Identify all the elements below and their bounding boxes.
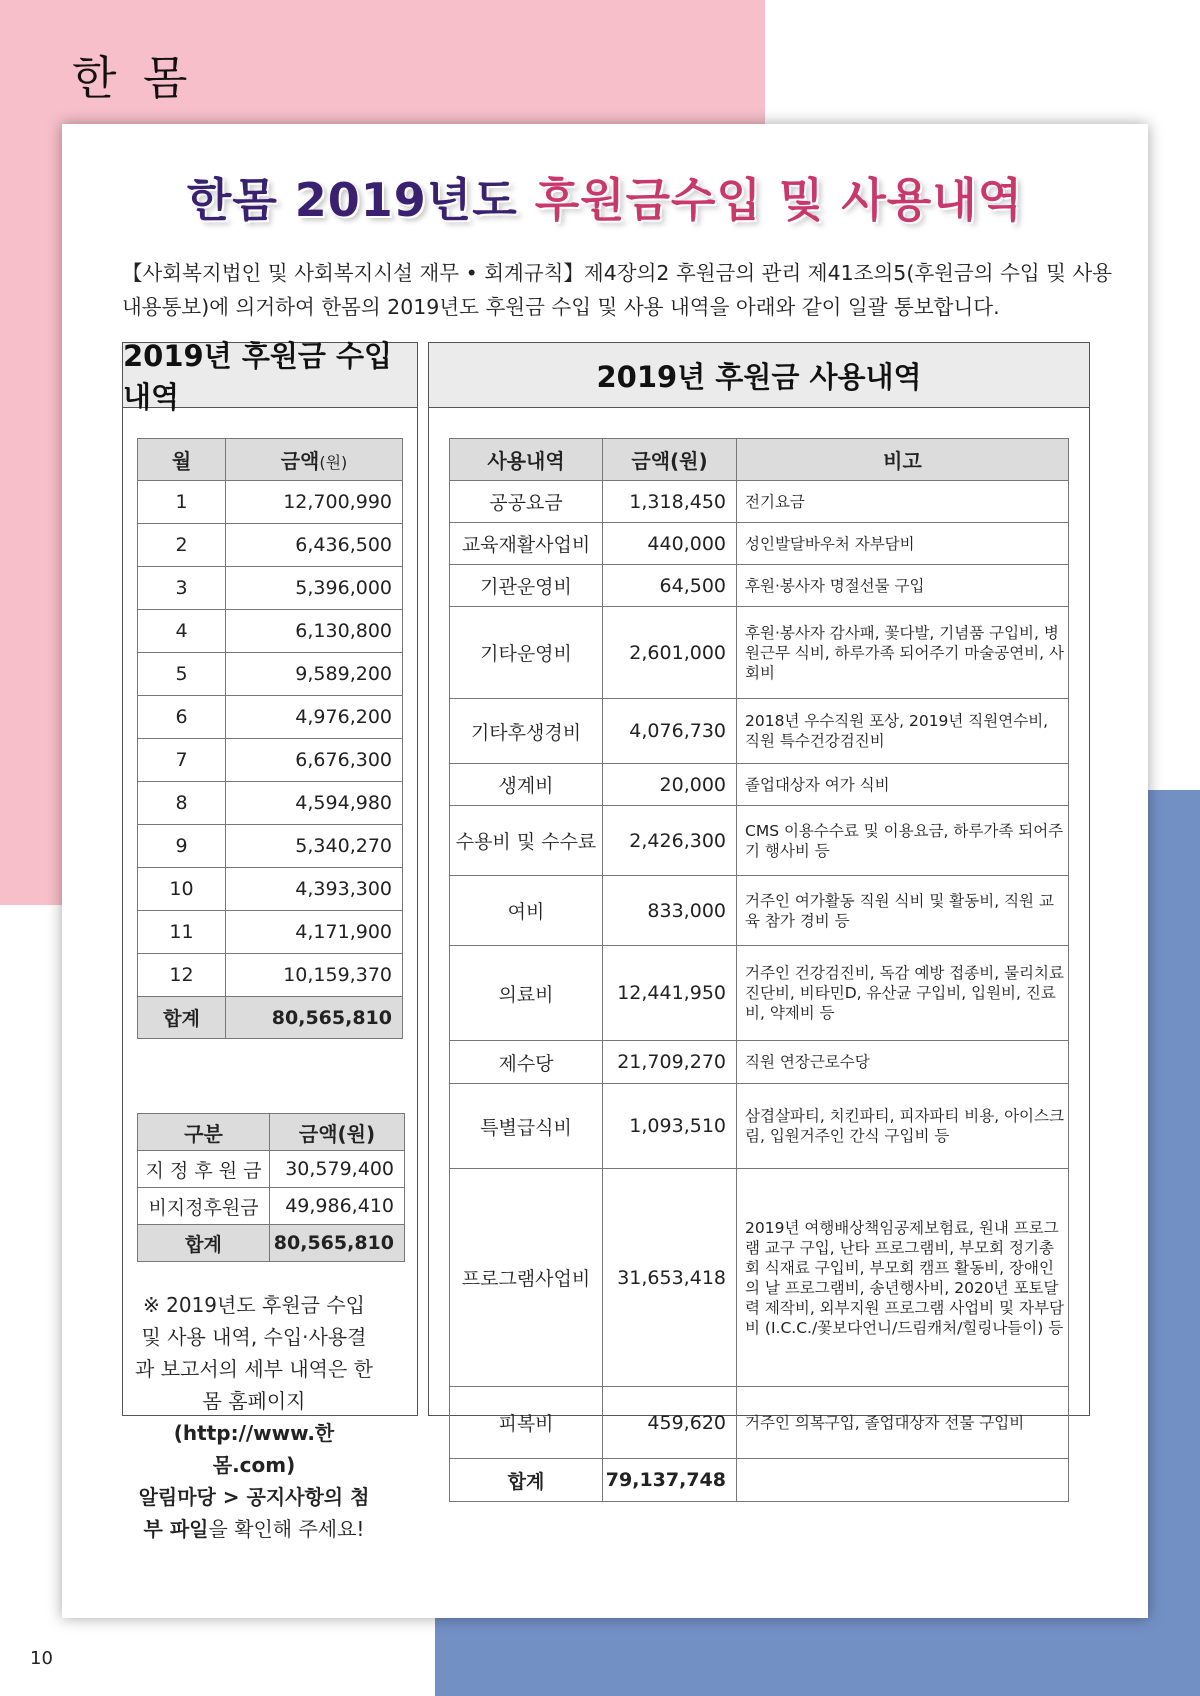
table-row — [450, 481, 1069, 523]
table-row — [138, 567, 403, 610]
usage-item: 기타후생경비 — [450, 699, 603, 764]
intro-text: 【사회복지법인 및 사회복지시설 재무 • 회계규칙】제4장의2 후원금의 관리 제41조의5(후원금의 수입 및 사용내용통보)에 의거하여 한몸의 2019년도 후원금 수입 및 사용 내역을 아래와 같이 일괄 통보합니다. — [122, 261, 1113, 319]
income-total: 80,565,810 — [226, 997, 403, 1039]
usage-amount: 2,601,000 — [603, 607, 737, 699]
income-month: 11 — [138, 911, 226, 954]
table-row — [138, 610, 403, 653]
income-month: 10 — [138, 868, 226, 911]
income-amount: 10,159,370 — [226, 954, 403, 997]
col-type: 구분 — [138, 1114, 270, 1151]
usage-note: 거주인 여가활동 직원 식비 및 활동비, 직원 교육 참가 경비 등 — [737, 876, 1069, 946]
usage-note: 삼겹살파티, 치킨파티, 피자파티 비용, 아이스크림, 입원거주인 간식 구입비 등 — [737, 1084, 1069, 1169]
income-amount: 4,171,900 — [226, 911, 403, 954]
usage-item: 생계비 — [450, 764, 603, 806]
col-amount-unit: (원) — [319, 453, 348, 472]
usage-heading: 2019년 후원금 사용내역 — [429, 343, 1089, 408]
usage-note: 후원·봉사자 감사패, 꽃다발, 기념품 구입비, 병원근무 식비, 하루가족 되어주기 마술공연비, 사회비 — [737, 607, 1069, 699]
table-row — [138, 954, 403, 997]
table-row — [138, 481, 403, 524]
content-card — [62, 124, 1148, 1618]
usage-item: 공공요금 — [450, 481, 603, 523]
usage-amount: 64,500 — [603, 565, 737, 607]
usage-item: 의료비 — [450, 946, 603, 1041]
usage-total-note — [737, 1459, 1069, 1502]
usage-amount: 440,000 — [603, 523, 737, 565]
category-amount: 49,986,410 — [270, 1188, 405, 1225]
usage-item: 피복비 — [450, 1387, 603, 1459]
income-month: 12 — [138, 954, 226, 997]
usage-table — [449, 438, 1069, 1502]
table-row — [450, 1169, 1069, 1387]
usage-amount: 1,318,450 — [603, 481, 737, 523]
usage-note: 거주인 의복구입, 졸업대상자 선물 구입비 — [737, 1387, 1069, 1459]
income-month: 3 — [138, 567, 226, 610]
income-amount: 6,676,300 — [226, 739, 403, 782]
income-month: 5 — [138, 653, 226, 696]
usage-note: 2019년 여행배상책임공제보험료, 원내 프로그램 교구 구입, 난타 프로그램비, 부모회 정기총회 식재료 구입비, 부모회 캠프 활동비, 장애인의 날 프로그램비, 송년행사비, 2020년 포토달력 제작비, 외부지원 프로그램 사업비 및 자부담비 (I.C.C./꽃보다언니/드림캐처/힐링나들이) 등 — [737, 1169, 1069, 1387]
usage-item: 교육재활사업비 — [450, 523, 603, 565]
usage-item: 기관운영비 — [450, 565, 603, 607]
income-amount: 6,130,800 — [226, 610, 403, 653]
title-part2: 후원금수입 및 사용내역 — [534, 173, 1024, 227]
income-heading: 2019년 후원금 수입내역 — [123, 343, 417, 408]
category-type: 비지정후원금 — [138, 1188, 270, 1225]
income-amount: 9,589,200 — [226, 653, 403, 696]
usage-total: 79,137,748 — [603, 1459, 737, 1502]
category-total: 80,565,810 — [270, 1225, 405, 1262]
usage-item: 제수당 — [450, 1041, 603, 1084]
usage-note: 졸업대상자 여가 식비 — [737, 764, 1069, 806]
income-month: 7 — [138, 739, 226, 782]
income-month: 4 — [138, 610, 226, 653]
table-row — [138, 825, 403, 868]
usage-amount: 459,620 — [603, 1387, 737, 1459]
table-row — [450, 565, 1069, 607]
income-amount: 4,393,300 — [226, 868, 403, 911]
usage-note: CMS 이용수수료 및 이용요금, 하루가족 되어주기 행사비 등 — [737, 806, 1069, 876]
income-panel — [122, 339, 418, 1541]
income-table — [137, 438, 403, 1039]
category-total-label: 합계 — [138, 1225, 270, 1262]
income-amount: 5,396,000 — [226, 567, 403, 610]
income-amount: 12,700,990 — [226, 481, 403, 524]
usage-item: 프로그램사업비 — [450, 1169, 603, 1387]
usage-total-label: 합계 — [450, 1459, 603, 1502]
table-row — [450, 764, 1069, 806]
income-month: 8 — [138, 782, 226, 825]
table-row — [450, 523, 1069, 565]
table-row — [450, 1084, 1069, 1169]
usage-note: 전기요금 — [737, 481, 1069, 523]
income-amount: 4,594,980 — [226, 782, 403, 825]
usage-item: 여비 — [450, 876, 603, 946]
usage-item: 수용비 및 수수료 — [450, 806, 603, 876]
col-usage-amount: 금액(원) — [603, 439, 737, 481]
col-item: 사용내역 — [450, 439, 603, 481]
usage-note: 직원 연장근로수당 — [737, 1041, 1069, 1084]
income-month: 6 — [138, 696, 226, 739]
table-row — [450, 607, 1069, 699]
income-month: 9 — [138, 825, 226, 868]
usage-amount: 2,426,300 — [603, 806, 737, 876]
table-row — [138, 524, 403, 567]
usage-amount: 1,093,510 — [603, 1084, 737, 1169]
table-row — [138, 696, 403, 739]
col-category-amount: 금액(원) — [270, 1114, 405, 1151]
usage-note: 성인발달바우처 자부담비 — [737, 523, 1069, 565]
col-amount-label: 금액 — [280, 449, 320, 473]
category-amount: 30,579,400 — [270, 1151, 405, 1188]
col-month: 월 — [138, 439, 226, 481]
table-row — [138, 1151, 405, 1188]
usage-item: 기타운영비 — [450, 607, 603, 699]
col-amount — [226, 439, 403, 481]
category-type: 지 정 후 원 금 — [138, 1151, 270, 1188]
table-row — [450, 946, 1069, 1041]
income-amount: 5,340,270 — [226, 825, 403, 868]
usage-note: 거주인 건강검진비, 독감 예방 접종비, 물리치료 진단비, 비타민D, 유산균 구입비, 입원비, 진료비, 약제비 등 — [737, 946, 1069, 1041]
table-row — [138, 1188, 405, 1225]
usage-amount: 21,709,270 — [603, 1041, 737, 1084]
memo-url: (http://www.한몸.com) — [173, 1421, 335, 1477]
usage-amount: 20,000 — [603, 764, 737, 806]
usage-note: 2018년 우수직원 포상, 2019년 직원연수비, 직원 특수건강검진비 — [737, 699, 1069, 764]
income-total-label: 합계 — [138, 997, 226, 1039]
memo-tail: 을 확인해 주세요! — [208, 1517, 365, 1541]
table-row — [138, 782, 403, 825]
usage-note: 후원·봉사자 명절선물 구입 — [737, 565, 1069, 607]
memo-note — [133, 1289, 375, 1545]
income-month: 1 — [138, 481, 226, 524]
table-row — [138, 739, 403, 782]
usage-amount: 833,000 — [603, 876, 737, 946]
memo-path: 알림마당 > 공지사항의 첨부 파일 — [138, 1485, 370, 1541]
table-row — [138, 911, 403, 954]
table-row — [450, 1387, 1069, 1459]
table-row — [138, 653, 403, 696]
category-table — [137, 1113, 405, 1262]
page-number: 10 — [30, 1648, 53, 1669]
table-row — [450, 806, 1069, 876]
table-row — [450, 1041, 1069, 1084]
col-note: 비고 — [737, 439, 1069, 481]
usage-amount: 12,441,950 — [603, 946, 737, 1041]
table-row — [138, 868, 403, 911]
brand-name: 한 몸 — [72, 51, 194, 105]
table-row — [450, 699, 1069, 764]
usage-amount: 4,076,730 — [603, 699, 737, 764]
memo-line1: ※ 2019년도 후원금 수입 및 사용 내역, 수입·사용결과 보고서의 세부 내역은 한몸 홈페이지 — [135, 1293, 373, 1413]
usage-panel — [428, 342, 1090, 1493]
title-part1: 한몸 2019년도 — [186, 173, 535, 227]
income-month: 2 — [138, 524, 226, 567]
table-row — [450, 876, 1069, 946]
income-amount: 4,976,200 — [226, 696, 403, 739]
page-title — [62, 164, 1148, 230]
income-amount: 6,436,500 — [226, 524, 403, 567]
usage-item: 특별급식비 — [450, 1084, 603, 1169]
usage-amount: 31,653,418 — [603, 1169, 737, 1387]
